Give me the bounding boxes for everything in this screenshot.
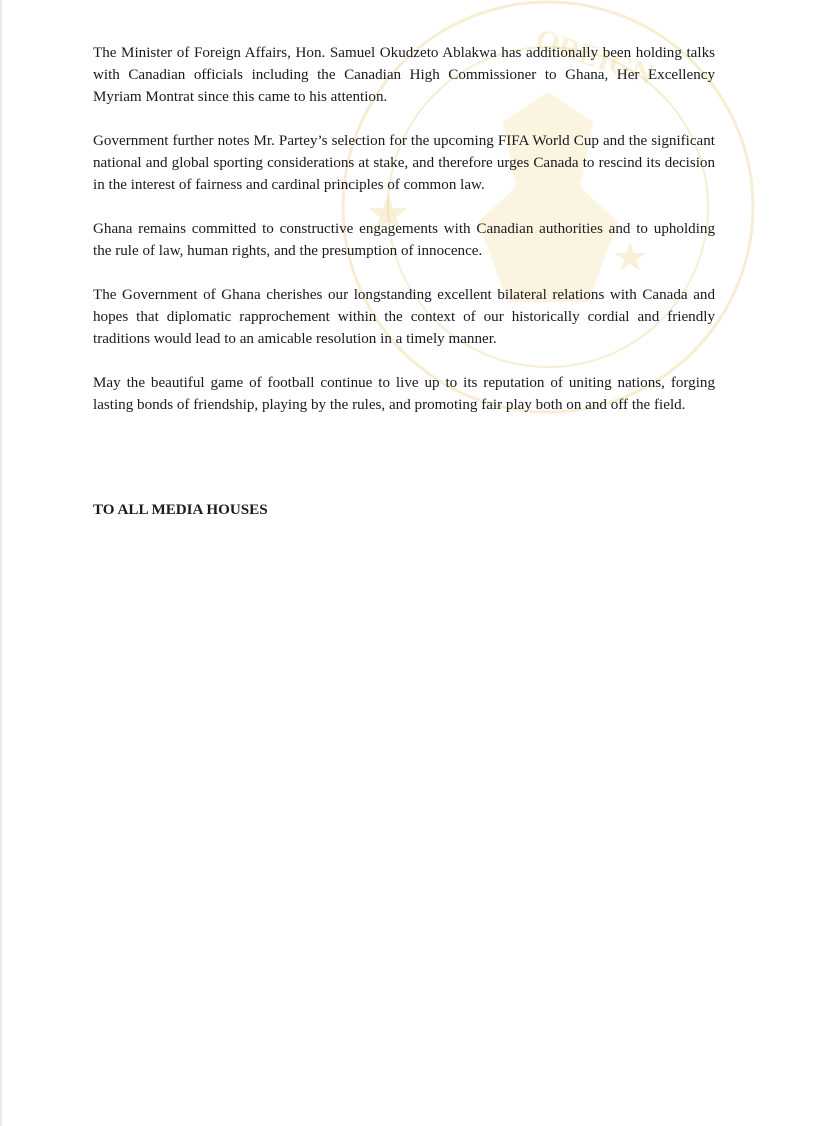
paragraph-minister-talks: The Minister of Foreign Affairs, Hon. Samuel Okudzeto Ablakwa has additionally been holding talks with Canadian officials including the Canadian High Commissioner to Ghana, Her Excellency Myriam Montrat since this came to his attention. <box>93 45 715 105</box>
paragraph-bilateral-relations: The Government of Ghana cherishes our longstanding excellent bilateral relations with Canada and hopes that diplomatic rapprochement within the context of our historically cordial and friendly traditions would lead to an amicable resolution in a timely manner. <box>93 287 715 347</box>
page-edge-shadow <box>0 0 2 1126</box>
seal-text: OREIGN <box>531 22 658 92</box>
document-body <box>93 42 715 438</box>
paragraph-commitment: Ghana remains committed to constructive engagements with Canadian authorities and to upholding the rule of law, human rights, and the presumption of innocence. <box>93 221 715 259</box>
paragraph-football: May the beautiful game of football continue to live up to its reputation of uniting nations, forging lasting bonds of friendship, playing by the rules, and promoting fair play both on and off the field. <box>93 375 715 413</box>
paragraph-world-cup: Government further notes Mr. Partey’s selection for the upcoming FIFA World Cup and the significant national and global sporting considerations at stake, and therefore urges Canada to rescind its decision in the interest of fairness and cardinal principles of common law. <box>93 133 715 193</box>
closing-line: TO ALL MEDIA HOUSES <box>93 502 268 518</box>
